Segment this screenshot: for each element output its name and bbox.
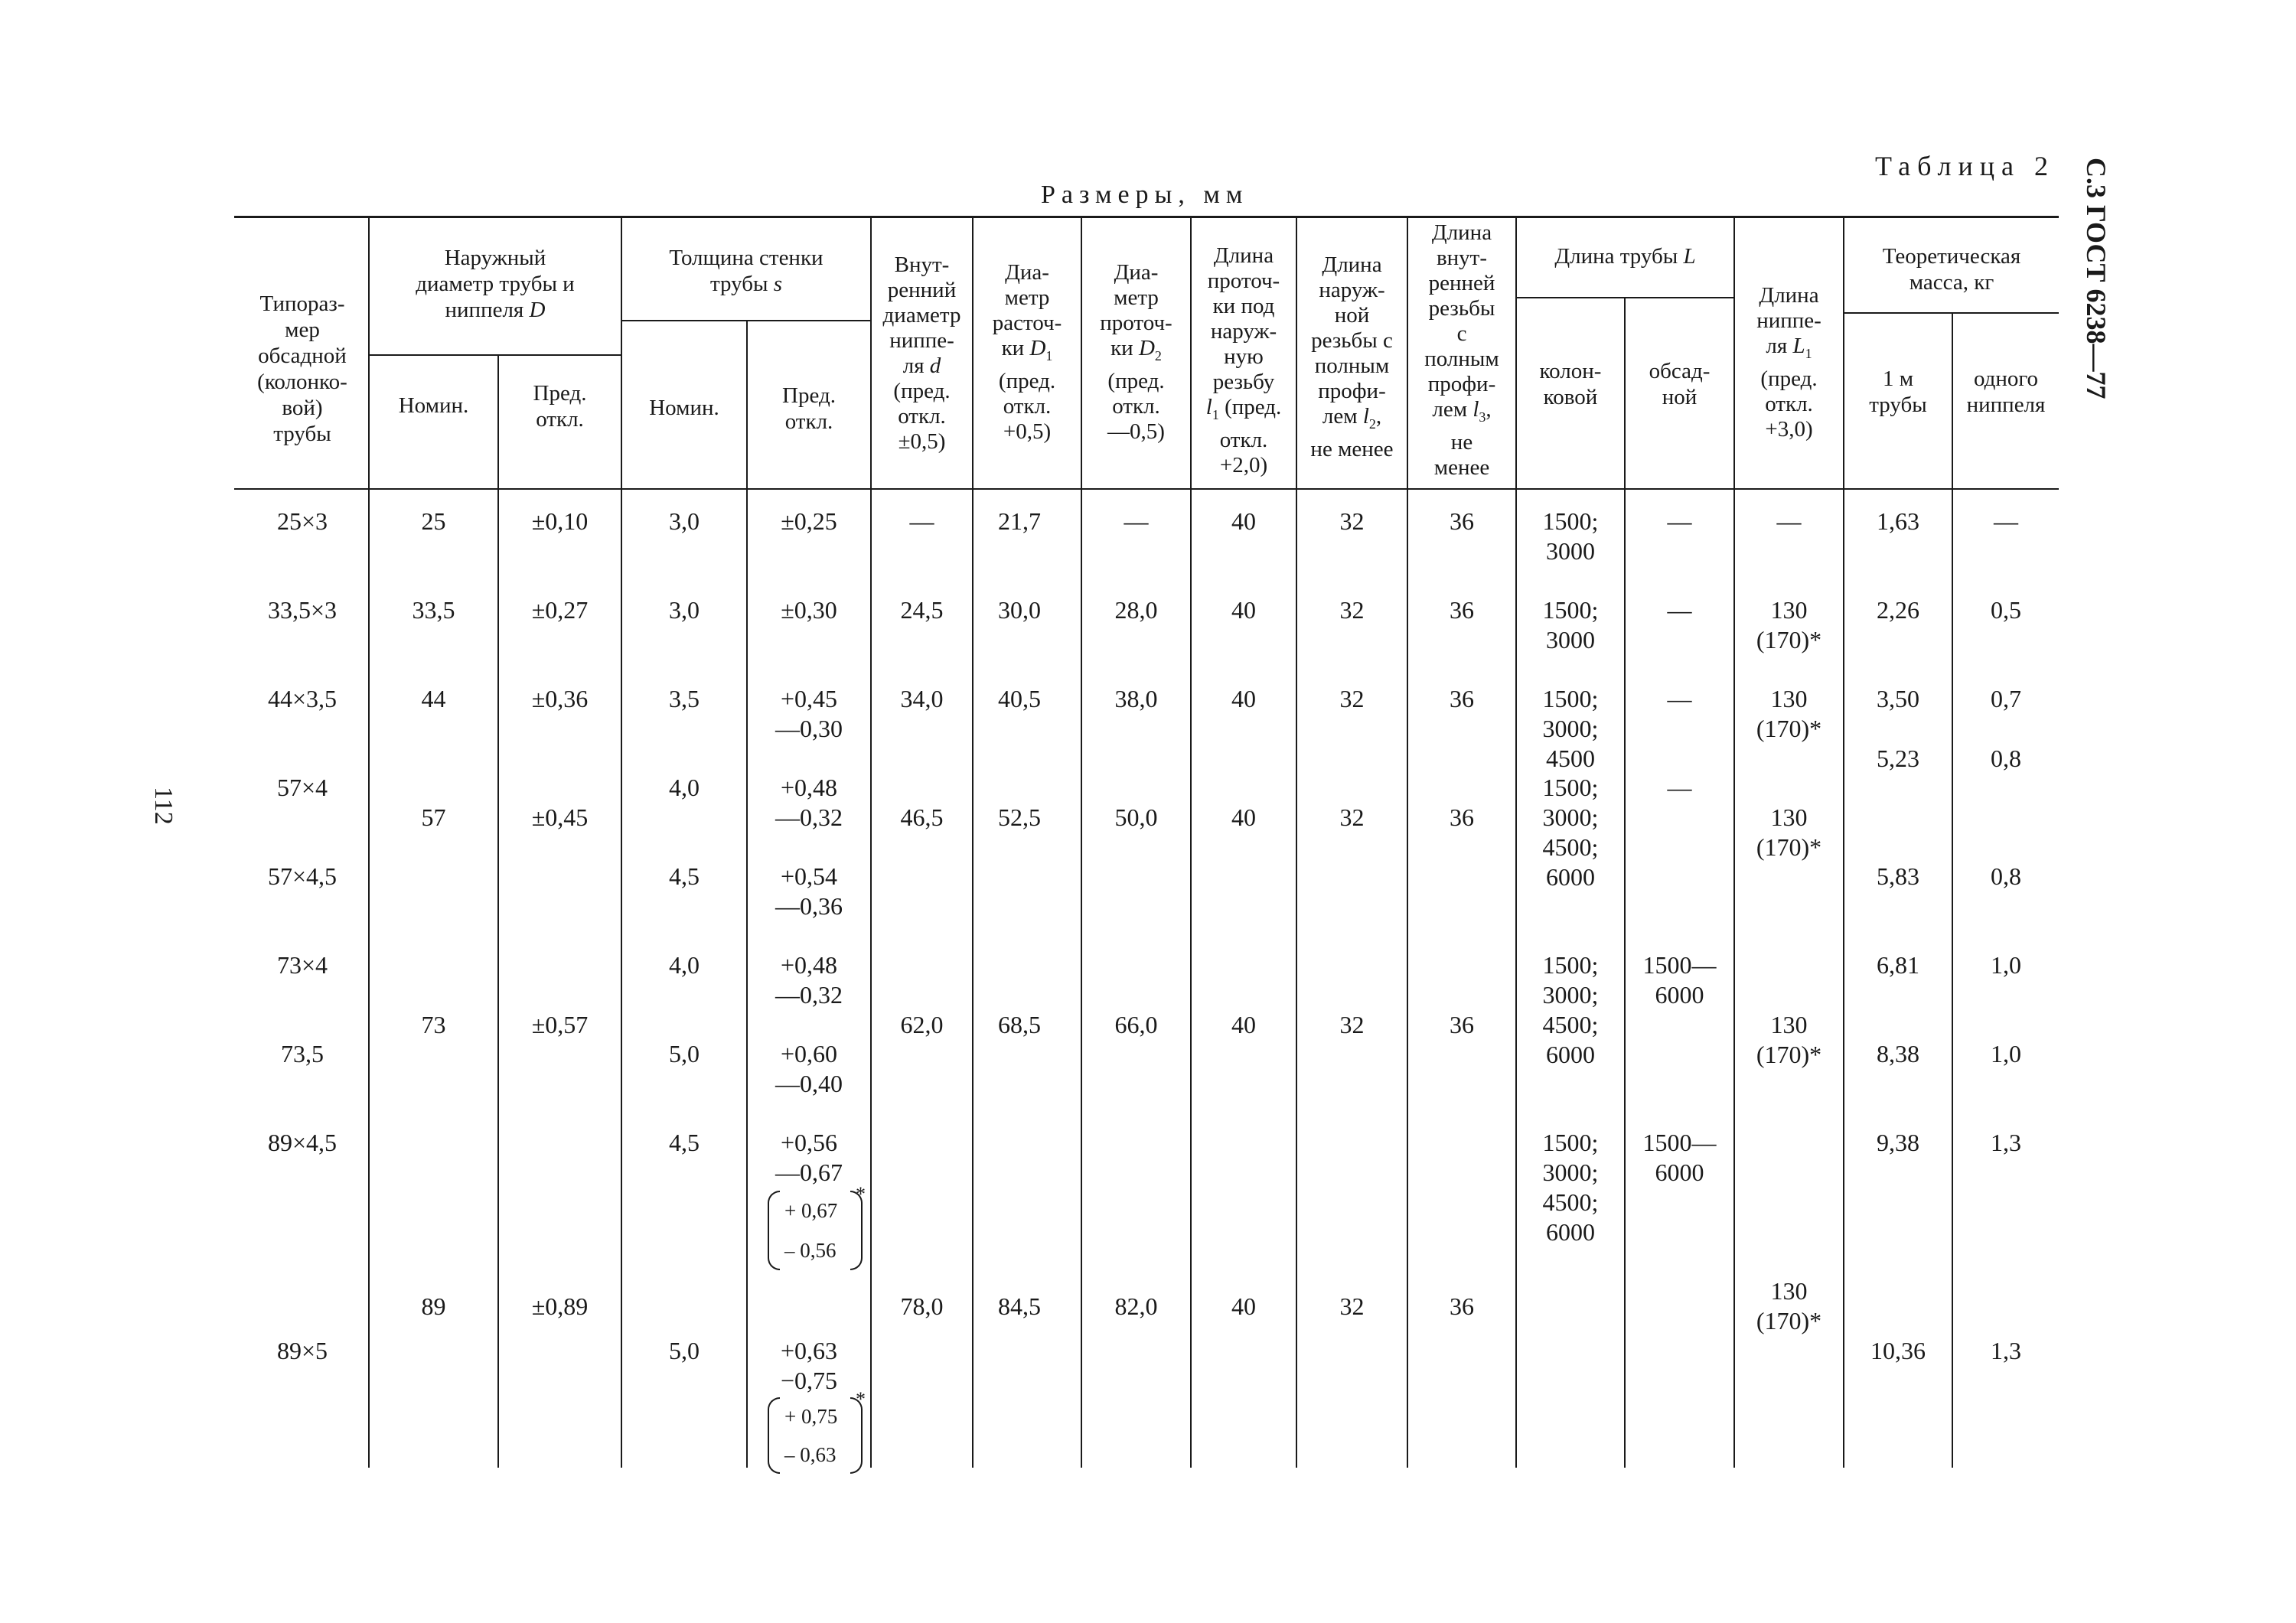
- cell-s: 5,0: [669, 1337, 700, 1364]
- cell-s: 4,5: [669, 862, 700, 890]
- cell-D: 33,5: [412, 596, 455, 624]
- cell-l2: 32: [1339, 803, 1365, 831]
- cell-mass-pipe: 5,83: [1877, 862, 1919, 890]
- footnote-mark: *: [856, 1183, 866, 1205]
- header-wall-nominal: Номин.: [649, 396, 719, 420]
- cell-D-tol: ±0,10: [531, 507, 589, 535]
- header-external-thread: Длина наруж- ной резьбы с полным профи- лем $l_2$, не менее: [1310, 253, 1394, 461]
- cell-s-tol: ±0,30: [781, 596, 837, 624]
- cell-type: 57×4,5: [267, 862, 338, 890]
- cell-D-tol: ±0,27: [531, 596, 589, 624]
- cell-d: 78,0: [900, 1292, 944, 1320]
- cell-mass-pipe: 9,38: [1877, 1129, 1919, 1156]
- cell-L1: 130 (170)*: [1756, 596, 1822, 653]
- cell-mass-nipple: 1,0: [1991, 1040, 2021, 1067]
- cell-l3: 36: [1450, 685, 1474, 712]
- header-bore-diameter: Диа- метр расточ- ки $D_1$ (пред. откл. +0,5): [992, 260, 1062, 444]
- cell-D-tol: ±0,57: [531, 1011, 589, 1038]
- cell-L-casing: —: [1667, 507, 1692, 535]
- cell-s-tol: +0,63 −0,75: [780, 1337, 838, 1394]
- header-pipe-length: Длина трубы L: [1554, 244, 1696, 269]
- cell-type: 89×4,5: [267, 1129, 338, 1156]
- cell-type: 57×4: [276, 774, 328, 801]
- cell-type: 73×4: [276, 951, 328, 979]
- header-nipple-length: Длина ниппе- ля $L_1$ (пред. откл. +3,0): [1756, 283, 1821, 442]
- cell-type: 73,5: [281, 1040, 324, 1067]
- cell-L-core: 1500; 3000; 4500; 6000: [1542, 774, 1599, 891]
- cell-l3: 36: [1450, 1292, 1474, 1320]
- header-wall: Толщина стенки трубы s: [669, 246, 823, 296]
- cell-l2: 32: [1339, 685, 1365, 712]
- cell-l2: 32: [1339, 596, 1365, 624]
- cell-s-tol: +0,54 —0,36: [775, 862, 843, 920]
- cell-L1: 130 (170)*: [1756, 803, 1822, 861]
- cell-L-casing: 1500— 6000: [1642, 951, 1717, 1009]
- header-outer-tolerance: Пред. откл.: [533, 381, 587, 432]
- cell-L-core: 1500; 3000: [1542, 507, 1599, 565]
- header-mass-nipple: одного ниппеля: [1966, 367, 2046, 417]
- header-type: Типораз- мер обсадной (колонко- вой) трубы: [257, 292, 347, 446]
- cell-mass-pipe: 8,38: [1877, 1040, 1919, 1067]
- cell-mass-nipple: 1,3: [1991, 1337, 2021, 1364]
- header-internal-thread: Длина внут- ренней резьбы с полным профи- лем $l_3$, не менее: [1424, 220, 1499, 480]
- cell-mass-nipple: 1,0: [1991, 951, 2021, 979]
- cell-d: 62,0: [900, 1011, 944, 1038]
- cell-L-core: 1500; 3000: [1542, 596, 1599, 653]
- cell-L1: —: [1776, 507, 1802, 535]
- header-wall-tolerance: Пред. откл.: [782, 383, 836, 434]
- cell-l1: 40: [1231, 507, 1256, 535]
- cell-d: —: [909, 507, 934, 535]
- cell-mass-pipe: 2,26: [1877, 596, 1919, 624]
- cell-D: 89: [421, 1292, 446, 1320]
- cell-D2: 82,0: [1114, 1292, 1158, 1320]
- cell-l2: 32: [1339, 1011, 1365, 1038]
- cell-L-core: 1500; 3000; 4500: [1542, 685, 1599, 772]
- cell-L-casing: —: [1667, 685, 1692, 712]
- header-mass-per-meter: 1 м трубы: [1869, 367, 1927, 417]
- header-mass: Теоретическая масса, кг: [1882, 244, 2021, 295]
- cell-D1: 21,7: [998, 507, 1041, 535]
- cell-D-tol: ±0,36: [531, 685, 589, 712]
- cell-l1: 40: [1231, 803, 1256, 831]
- header-groove-diameter: Диа- метр проточ- ки $D_2$ (пред. откл. —0,5): [1100, 260, 1172, 444]
- cell-s-tol: +0,48 —0,32: [775, 951, 843, 1009]
- cell-type: 89×5: [276, 1337, 328, 1364]
- cell-D: 44: [421, 685, 446, 712]
- cell-L1: 130 (170)*: [1756, 1277, 1822, 1335]
- alt-tolerance-bracket: + 0,67 – 0,56: [768, 1191, 852, 1270]
- table-label: Таблица 2: [1875, 151, 2055, 181]
- cell-mass-nipple: —: [1994, 507, 2018, 535]
- cell-D2: 66,0: [1114, 1011, 1158, 1038]
- cell-l1: 40: [1231, 1292, 1256, 1320]
- cell-s: 3,0: [669, 596, 700, 624]
- cell-D1: 68,5: [998, 1011, 1041, 1038]
- cell-type: 25×3: [276, 507, 328, 535]
- cell-mass-pipe: 3,50: [1877, 685, 1919, 712]
- cell-mass-nipple: 0,8: [1991, 862, 2021, 890]
- cell-l3: 36: [1450, 596, 1474, 624]
- cell-D1: 30,0: [998, 596, 1041, 624]
- footnote-mark: *: [856, 1388, 866, 1410]
- header-outer-nominal: Номин.: [398, 393, 469, 418]
- cell-L-casing: —: [1667, 774, 1692, 801]
- cell-mass-pipe: 6,81: [1877, 951, 1919, 979]
- cell-D-tol: ±0,45: [531, 803, 589, 831]
- cell-type: 44×3,5: [267, 685, 338, 712]
- cell-s: 4,0: [669, 774, 700, 801]
- cell-l2: 32: [1339, 1292, 1365, 1320]
- header-groove-length: Длина проточ- ки под наруж- ную резьбу $l_1$ (пред. откл. +2,0): [1205, 243, 1282, 477]
- cell-s-tol: +0,60 —0,40: [775, 1040, 843, 1097]
- header-pipe-length-casing: обсад- ной: [1649, 359, 1711, 409]
- cell-D1: 84,5: [998, 1292, 1041, 1320]
- cell-l3: 36: [1450, 1011, 1474, 1038]
- cell-s: 5,0: [669, 1040, 700, 1067]
- cell-mass-pipe: 10,36: [1870, 1337, 1926, 1364]
- cell-l1: 40: [1231, 596, 1256, 624]
- cell-L-casing: 1500— 6000: [1642, 1129, 1717, 1186]
- cell-L-casing: —: [1667, 596, 1692, 624]
- cell-D: 57: [421, 803, 446, 831]
- cell-L1: 130 (170)*: [1756, 685, 1822, 742]
- cell-d: 24,5: [900, 596, 944, 624]
- header-pipe-length-core: колон- ковой: [1539, 359, 1602, 409]
- cell-mass-nipple: 0,5: [1991, 596, 2021, 624]
- cell-mass-pipe: 1,63: [1877, 507, 1919, 535]
- cell-L-core: 1500; 3000; 4500; 6000: [1542, 951, 1599, 1068]
- cell-l1: 40: [1231, 1011, 1256, 1038]
- cell-l2: 32: [1339, 507, 1365, 535]
- cell-l3: 36: [1450, 507, 1474, 535]
- cell-s: 3,0: [669, 507, 700, 535]
- cell-mass-nipple: 0,8: [1991, 745, 2021, 772]
- cell-s: 3,5: [669, 685, 700, 712]
- cell-s: 4,5: [669, 1129, 700, 1156]
- cell-D2: 50,0: [1114, 803, 1158, 831]
- cell-l3: 36: [1450, 803, 1474, 831]
- cell-d: 46,5: [900, 803, 944, 831]
- cell-D: 73: [421, 1011, 446, 1038]
- cell-D: 25: [421, 507, 446, 535]
- page-number: 112: [149, 787, 178, 825]
- running-head: С.3 ГОСТ 6238—77: [2081, 158, 2112, 399]
- cell-d: 34,0: [900, 685, 944, 712]
- cell-L-core: 1500; 3000; 4500; 6000: [1542, 1129, 1599, 1246]
- cell-type: 33,5×3: [267, 596, 338, 624]
- cell-l1: 40: [1231, 685, 1256, 712]
- cell-D2: —: [1124, 507, 1149, 535]
- cell-s-tol: +0,45 —0,30: [775, 685, 843, 742]
- units-caption: Размеры, мм: [1041, 181, 1249, 209]
- cell-D-tol: ±0,89: [531, 1292, 589, 1320]
- cell-D1: 52,5: [998, 803, 1041, 831]
- cell-L1: 130 (170)*: [1756, 1011, 1822, 1068]
- cell-s-tol: ±0,25: [781, 507, 837, 535]
- cell-mass-pipe: 5,23: [1877, 745, 1919, 772]
- cell-D2: 38,0: [1114, 685, 1158, 712]
- cell-mass-nipple: 0,7: [1991, 685, 2021, 712]
- header-outer-diameter: Наружный диаметр трубы и ниппеля D: [416, 246, 575, 322]
- cell-D1: 40,5: [998, 685, 1041, 712]
- cell-D2: 28,0: [1114, 596, 1158, 624]
- header-inner-diameter: Внут- ренний диаметр ниппе- ля d (пред. откл. ±0,5): [882, 253, 961, 454]
- cell-s-tol: +0,56 —0,67: [775, 1129, 843, 1186]
- cell-mass-nipple: 1,3: [1991, 1129, 2021, 1156]
- alt-tolerance-bracket: + 0,75 – 0,63: [768, 1397, 852, 1474]
- cell-s-tol: +0,48 —0,32: [775, 774, 843, 831]
- cell-s: 4,0: [669, 951, 700, 979]
